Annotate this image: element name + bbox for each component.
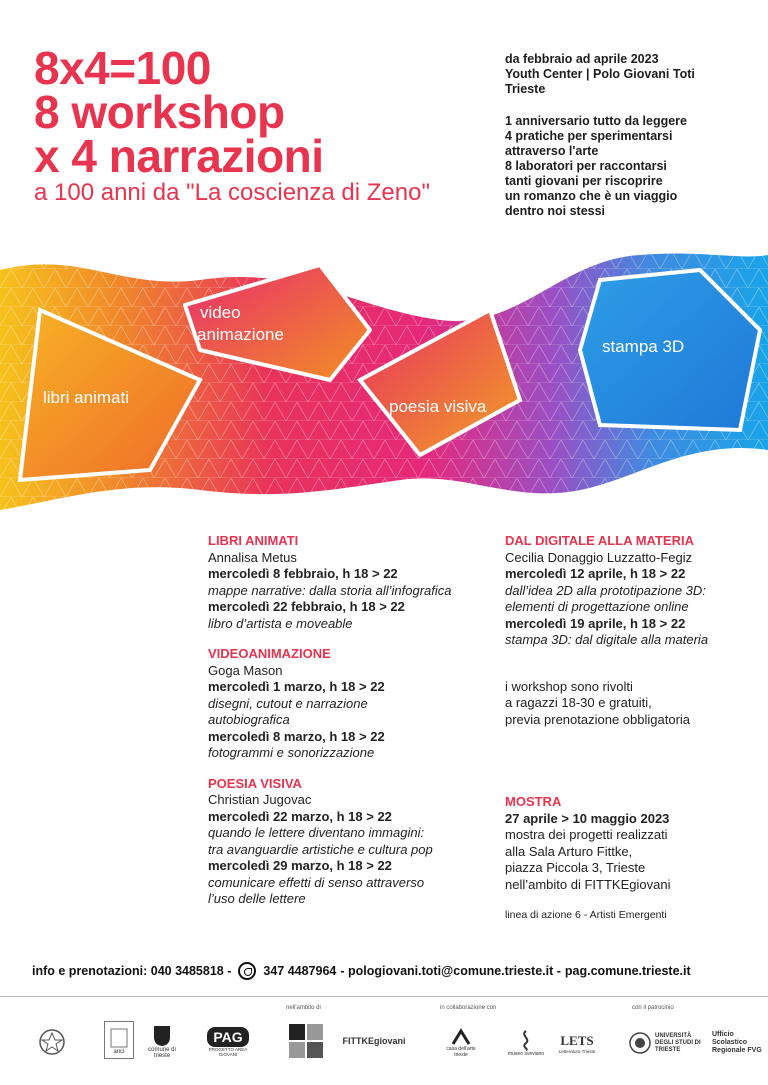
museo-label: museo sveviano bbox=[507, 1051, 545, 1057]
headline-line-2: 8 workshop bbox=[34, 86, 285, 138]
univ-label: UNIVERSITÀ DEGLI STUDI DI TRIESTE bbox=[655, 1032, 701, 1053]
workshop-title: VIDEOANIMAZIONE bbox=[208, 646, 331, 661]
workshop-date: mercoledì 22 febbraio, h 18 > 22 bbox=[208, 599, 405, 614]
contact-email[interactable]: - pologiovani.toti@comune.trieste.it - bbox=[340, 964, 561, 978]
workshop-author: Cecilia Donaggio Luzzatto-Fegiz bbox=[505, 549, 693, 565]
casa-arte-logo bbox=[440, 1023, 482, 1063]
pag-sub: PROGETTO AREA GIOVANI bbox=[208, 1047, 248, 1057]
ribbon-artwork bbox=[0, 250, 768, 530]
label-patrocinio: con il patrocinio bbox=[632, 1005, 674, 1011]
whatsapp-icon bbox=[238, 962, 256, 980]
workshop-date: mercoledì 12 aprile, h 18 > 22 bbox=[505, 566, 686, 581]
shape-label-stampa: stampa 3D bbox=[602, 337, 685, 356]
mostra-title: MOSTRA bbox=[505, 794, 562, 809]
footer-logos bbox=[0, 996, 768, 1085]
mostra-date: 27 aprile > 10 maggio 2023 bbox=[505, 810, 670, 826]
museo-sveviano-logo bbox=[506, 1023, 546, 1063]
info-line: previa prenotazione obbligatoria bbox=[505, 711, 691, 727]
contact-label: info e prenotazioni: 040 3485818 - bbox=[32, 964, 232, 978]
workshop-title: POESIA VISIVA bbox=[208, 775, 302, 791]
shape-label-libri: libri animati bbox=[43, 388, 129, 407]
workshop-desc: libro d’artista e moveable bbox=[208, 615, 353, 631]
lets-mark: LETS bbox=[560, 1032, 594, 1048]
workshop-title: LIBRI ANIMATI bbox=[208, 533, 299, 548]
intro-line: 1 anniversario tutto da leggere bbox=[505, 114, 687, 128]
intro-line: dentro noi stessi bbox=[505, 204, 606, 218]
government-emblem-logo bbox=[22, 1025, 82, 1059]
workshop-desc: elementi di progettazione online bbox=[505, 599, 689, 614]
shape-label-poesia: poesia visiva bbox=[389, 397, 487, 416]
workshop-date: mercoledì 22 marzo, h 18 > 22 bbox=[208, 808, 392, 824]
workshop-author: Christian Jugovac bbox=[208, 792, 312, 807]
shape-label-video-2: animazione bbox=[197, 325, 284, 344]
workshop-section bbox=[208, 776, 498, 908]
info-line: i workshop sono rivolti bbox=[505, 678, 633, 694]
pag-mark: PAG bbox=[207, 1027, 248, 1047]
intro-line: tanti giovani per riscoprire bbox=[505, 174, 663, 188]
workshop-column-right bbox=[505, 533, 755, 924]
cad-logo bbox=[287, 1021, 325, 1063]
comune-trieste-logo bbox=[140, 1021, 184, 1063]
workshop-author: Annalisa Metus bbox=[208, 549, 297, 565]
workshop-section bbox=[208, 646, 498, 762]
workshop-desc: l’uso delle lettere bbox=[208, 891, 306, 906]
workshop-date: mercoledì 8 febbraio, h 18 > 22 bbox=[208, 566, 398, 581]
label-collab: in collaborazione con bbox=[440, 1005, 497, 1011]
workshop-desc: autobiografica bbox=[208, 712, 290, 727]
workshop-desc: stampa 3D: dal digitale alla materia bbox=[505, 632, 709, 647]
workshop-date: mercoledì 1 marzo, h 18 > 22 bbox=[208, 679, 385, 694]
workshop-title: DAL DIGITALE ALLA MATERIA bbox=[505, 533, 694, 548]
casa-label: casa dell'arte trieste bbox=[446, 1046, 476, 1058]
mostra-line: nell’ambito di FITTKEgiovani bbox=[505, 876, 671, 892]
contact-whatsapp[interactable]: 347 4487964 bbox=[263, 964, 337, 978]
intro-line: 4 pratiche per sperimentarsi bbox=[505, 129, 673, 143]
intro-city: Trieste bbox=[505, 82, 546, 96]
universita-trieste-logo bbox=[628, 1027, 708, 1059]
workshop-date: mercoledì 29 marzo, h 18 > 22 bbox=[208, 858, 392, 873]
intro-dates: da febbraio ad aprile 2023 bbox=[505, 52, 659, 66]
comune-label: comune di trieste bbox=[148, 1047, 176, 1059]
workshop-desc: fotogrammi e sonorizzazione bbox=[208, 745, 375, 760]
workshop-date: mercoledì 8 marzo, h 18 > 22 bbox=[208, 728, 385, 744]
contact-web[interactable]: pag.comune.trieste.it bbox=[564, 964, 691, 978]
workshop-desc: disegni, cutout e narrazione bbox=[208, 695, 368, 711]
svg-text:anci: anci bbox=[113, 1049, 125, 1055]
intro-line: 8 laboratori per raccontarsi bbox=[505, 159, 667, 173]
mostra-section bbox=[505, 794, 755, 893]
workshop-author: Goga Mason bbox=[208, 662, 283, 678]
contact-bar bbox=[32, 962, 742, 980]
intro-line: attraverso l'arte bbox=[505, 144, 599, 158]
headline-line-3: x 4 narrazioni bbox=[34, 130, 324, 182]
workshop-desc: tra avanguardie artistiche e cultura pop bbox=[208, 841, 433, 857]
pag-logo bbox=[200, 1025, 256, 1059]
workshop-desc: comunicare effetti di senso attraverso bbox=[208, 874, 425, 890]
headline bbox=[34, 42, 430, 208]
action-line: linea di azione 6 - Artisti Emergenti bbox=[505, 909, 667, 921]
headline-subtitle: a 100 anni da "La coscienza di Zeno" bbox=[34, 179, 430, 206]
intro-block bbox=[505, 52, 755, 219]
workshop-section bbox=[505, 533, 755, 649]
shape-label-video-1: video bbox=[200, 303, 241, 322]
ufficio-scolastico-logo: Ufficio Scolastico Regionale FVG bbox=[712, 1031, 762, 1054]
lets-logo bbox=[552, 1027, 602, 1059]
workshop-column-left bbox=[208, 533, 498, 922]
lets-sub: Letteratura Trieste bbox=[558, 1048, 596, 1054]
workshop-desc: dall’idea 2D alla prototipazione 3D: bbox=[505, 582, 706, 598]
intro-venue: Youth Center | Polo Giovani Toti bbox=[505, 67, 695, 81]
info-line: a ragazzi 18-30 e gratuiti, bbox=[505, 695, 652, 710]
workshop-desc: quando le lettere diventano immagini: bbox=[208, 825, 425, 840]
anci-logo bbox=[104, 1021, 134, 1059]
workshop-section bbox=[208, 533, 498, 632]
intro-line: un romanzo che è un viaggio bbox=[505, 189, 678, 203]
workshop-desc: mappe narrative: dalla storia all’infografica bbox=[208, 582, 452, 598]
label-ambito: nell'ambito di bbox=[286, 1005, 321, 1011]
workshop-date: mercoledì 19 aprile, h 18 > 22 bbox=[505, 615, 686, 631]
headline-line-1: 8x4=100 bbox=[34, 42, 211, 94]
info-block bbox=[505, 679, 755, 729]
mostra-line: piazza Piccola 3, Trieste bbox=[505, 860, 646, 875]
fittke-logo: FITTKEgiovani bbox=[342, 1036, 406, 1046]
mostra-line: mostra dei progetti realizzati bbox=[505, 827, 668, 842]
mostra-line: alla Sala Arturo Fittke, bbox=[505, 843, 633, 859]
